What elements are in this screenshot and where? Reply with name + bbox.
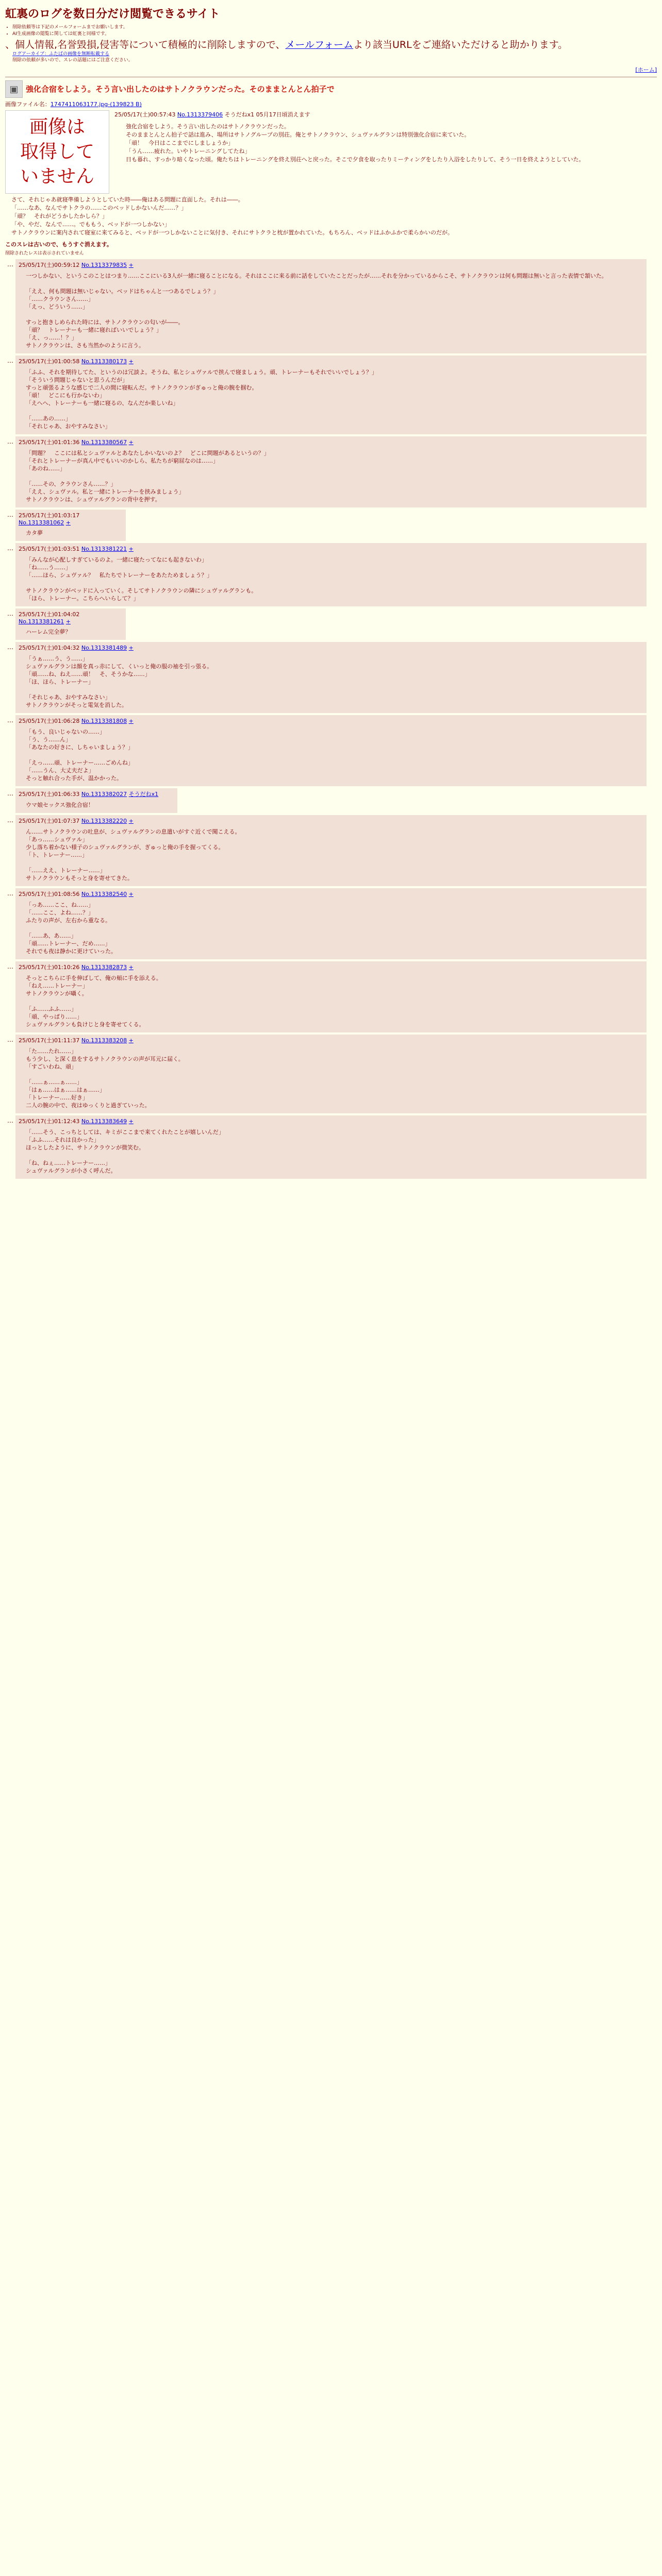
- reply-date: 25/05/17(土)01:00:58: [19, 358, 80, 365]
- reply-sodane-button[interactable]: +: [65, 618, 71, 625]
- reply-date: 25/05/17(土)01:07:37: [19, 818, 80, 824]
- header-note: • AI生成画像の閲覧に関しては虹裏と同様です。: [12, 31, 657, 38]
- reply-number-link[interactable]: No.1313381808: [81, 718, 127, 724]
- reply-number-link[interactable]: No.1313383649: [81, 1118, 127, 1125]
- small-note-archive: [12, 51, 657, 57]
- reply-meta: [19, 963, 642, 971]
- reply-indent-marker: …: [7, 1117, 13, 1124]
- image-file-link[interactable]: 1747411063177.jpg-(139823 B): [50, 101, 142, 108]
- op-line: さて、それじゃあ就寝準備しようとしていた時――俺はある問題に直面した。それは――。: [11, 196, 244, 203]
- reply-meta: [19, 511, 122, 526]
- reply-body: 「っあ……ここ、ね……」 「……ここ、よね……？」 ふたりの声が、左右から重なる。 「……あ、あ……」 「頑……トレーナー、だめ……」 それでも夜は静かに更けていった。: [26, 902, 117, 955]
- reply-date: 25/05/17(土)01:11:37: [19, 1037, 80, 1044]
- reply-body: ん……サトノクラウンの吐息が、シュヴァルグランの息遣いがすぐ近くで聞こえる。 「あっ……シュヴァル」 少し落ち着かない様子のシュヴァルグランが、ぎゅっと俺の手を握ってくる。 「ト、トレーナー……」 「……ええ、トレーナー……」 サトノクラウンもそっと身を寄せてきた。: [26, 828, 241, 882]
- reply-box: [15, 436, 647, 507]
- reply-indent-marker: …: [7, 610, 13, 617]
- reply-date: 25/05/17(土)01:06:33: [19, 791, 80, 798]
- reply-box: [15, 961, 647, 1032]
- reply-sodane-button[interactable]: +: [128, 262, 134, 268]
- reply-post: [5, 436, 657, 507]
- header-notes: [5, 24, 657, 38]
- reply-indent-marker: …: [7, 643, 13, 651]
- reply-date: 25/05/17(土)00:59:12: [19, 262, 80, 268]
- reply-sodane-button[interactable]: +: [128, 818, 134, 824]
- reply-date: 25/05/17(土)01:03:17: [19, 512, 80, 519]
- op-line: 「頑！ 今日はここまでにしましょうか」: [126, 140, 234, 146]
- reply-meta: [19, 438, 642, 446]
- op-line: そのままとんとん拍子で話は進み、場所はサトノグループの別荘。俺とサトノクラウン、シュヴァルグランは特別強化合宿に来ていた。: [126, 131, 470, 138]
- reply-post: [5, 642, 657, 713]
- op-del-info: そうだねx1 05月17日頃消えます: [224, 111, 310, 118]
- reply-body: ハーレム完全夢？: [26, 629, 71, 635]
- op-line: 強化合宿をしよう。そう言い出したのはサトノクラウンだった。: [126, 123, 290, 130]
- op-body-continued: [11, 196, 657, 237]
- reply-box: [15, 642, 647, 713]
- image-info: [5, 100, 657, 108]
- reply-body: 「うぁ……う、う……」 シュヴァルグランは顔を真っ赤にして、くいっと俺の服の袖を引っ張る。 「頑……ね、ねえ……頑！ そ、そうかな……」 「ほ、ほら、トレーナー」 「それじゃあ、おやすみなさい」 サトノクラウンがそっと電気を消した。: [26, 655, 213, 708]
- op-line: サトノクラウンに案内されて寝室に来てみると、ベッドが一つしかないことに気付き、それにサトクラと枕が置かれていた。もちろん、ベッドはふかふかで柔らかいのだが。: [11, 229, 454, 236]
- thread-header: [5, 80, 657, 98]
- reply-body: カタ夢: [26, 530, 43, 536]
- reply-number-link[interactable]: No.1313382027: [81, 791, 127, 798]
- reply-post: [5, 608, 657, 640]
- reply-sodane-button[interactable]: +: [128, 1037, 134, 1044]
- reply-meta: [19, 1117, 642, 1125]
- reply-sodane-button[interactable]: +: [128, 645, 134, 651]
- reply-body: ウマ娘セックス強化合宿！: [26, 802, 94, 808]
- reply-number-link[interactable]: No.1313382540: [81, 891, 127, 897]
- reply-meta: [19, 261, 642, 269]
- op-line: 「……なあ、なんでサトクラの……このベッドしかないんだ……？」: [11, 205, 187, 211]
- small-note: 削除の依頼が多いので、スレの話題にはご注意ください。: [12, 58, 133, 63]
- thread-title: 強化合宿をしよう。そう言い出したのはサトノクラウンだった。そのままとんとん拍子で: [26, 84, 335, 94]
- thread-icon: ▣: [5, 80, 23, 98]
- reply-post: [5, 355, 657, 434]
- reply-meta: [19, 817, 642, 825]
- reply-indent-marker: …: [7, 545, 13, 552]
- reply-number-link[interactable]: No.1313380567: [81, 439, 127, 446]
- reply-box: [15, 608, 126, 640]
- reply-date: 25/05/17(土)01:04:02: [19, 611, 80, 618]
- reply-indent-marker: …: [7, 1036, 13, 1043]
- reply-indent-marker: …: [7, 963, 13, 970]
- reply-number-link[interactable]: No.1313380173: [81, 358, 127, 365]
- reply-post: [5, 888, 657, 959]
- reply-box: [15, 1035, 647, 1113]
- reply-sodane-button[interactable]: +: [128, 439, 134, 446]
- reply-post: [5, 815, 657, 886]
- reply-box: [15, 715, 647, 786]
- reply-date: 25/05/17(土)01:04:32: [19, 645, 80, 651]
- reply-sodane-button[interactable]: +: [128, 964, 134, 971]
- reply-body: 「た……たれ……」 もう少し、と深く息をするサトノクラウンの声が耳元に届く。 「すごいわね、頑」 「……ぁ……ぁ……」 「はぁ……はぁ……はぁ……」 「トレーナー……好き」 二人の腕の中で、夜はゆっくりと過ぎていった。: [26, 1048, 184, 1109]
- op-line: 「うん……疲れた。いやトレーニングしてたね」: [126, 148, 251, 155]
- op-line: 「や、やだ、なんで……。でももう、ベッドが一つしかない」: [11, 221, 170, 228]
- reply-post: [5, 543, 657, 606]
- reply-body: 「みんなが心配しすぎているのよ。一緒に寝たってなにも起きないわ」 「ね……う……」 「……ほら、シュヴァル？ 私たちでトレーナーをあたためましょう？」 サトノクラウンがベッドに入っていく。そしてサトノクラウンの隣にシュヴァルグランも。 「ほら、トレーナー。こちらへいらして？」: [26, 556, 257, 602]
- reply-body: 「ふふ、それを期待してた、というのは冗談よ。そうね、私とシュヴァルで挟んで寝ましょう。頑、トレーナーもそれでいいでしょう？」 「そういう問題じゃないと思うんだが」 すっと頑張るような感じで二人の間に寝転んだ。サトノクラウンがぎゅっと俺の腕を掴む。 「頑！ どこにも行かないわ」 「えへへ、トレーナーも一緒に寝るの、なんだか楽しいね」 「……あの……」 「それじゃあ、おやすみなさい」: [26, 369, 377, 430]
- reply-indent-marker: …: [7, 717, 13, 724]
- reply-number-link[interactable]: No.1313379835: [81, 262, 127, 268]
- header-note: • 削除依頼等は下記のメールフォームまでお願いします。: [12, 24, 657, 31]
- reply-sodane-button[interactable]: +: [65, 519, 71, 526]
- reply-body: 「……そう、こっちとしては、キミがここまで来てくれたことが嬉しいんだ」 「ふふ……それは良かった」 ほっとしたように、サトノクラウンが微笑む。 「ね、ねぇ……トレーナー……」 シュヴァルグランが小さく呼んだ。: [26, 1129, 224, 1174]
- reply-box: [15, 1115, 647, 1179]
- reply-box: [15, 355, 647, 434]
- op-line: 「頑？ それがどうかしたかしら？」: [11, 213, 108, 219]
- site-title: 虹裏のログを数日分だけ閲覧できるサイト: [5, 8, 220, 21]
- reply-box: [15, 788, 177, 813]
- reply-indent-marker: …: [7, 890, 13, 897]
- reply-date: 25/05/17(土)01:10:26: [19, 964, 80, 971]
- small-notes: [12, 51, 657, 63]
- notice-suffix: より該当URLをご連絡いただけると助かります。: [353, 39, 568, 50]
- reply-indent-marker: …: [7, 438, 13, 445]
- image-info-label: 画像ファイル名：: [5, 101, 51, 108]
- reply-sodane-button[interactable]: +: [128, 891, 134, 897]
- reply-number-link[interactable]: No.1313382220: [81, 818, 127, 824]
- reply-meta: [19, 545, 642, 553]
- op-post-number[interactable]: No.1313379406: [177, 111, 223, 118]
- op-body: [126, 123, 584, 164]
- reply-box: [15, 888, 647, 959]
- notice-prefix: 、個人情報,名誉毀損,侵害等について積極的に削除しますので、: [5, 39, 286, 50]
- home-link[interactable]: [ホーム]: [635, 66, 657, 73]
- reply-date: 25/05/17(土)01:06:28: [19, 718, 80, 724]
- reply-number-link[interactable]: No.1313383208: [81, 1037, 127, 1044]
- reply-post: [5, 715, 657, 786]
- reply-box: [15, 259, 647, 353]
- reply-body: 「もう、良いじゃないの……」 「う、う……ん」 「あなたの好きに、しちゃいましょう？」 「えっ……頑、トレーナー……ごめんね」 「……うん、大丈夫だよ」 そっと触れ合った手が、温かかった。: [26, 728, 134, 782]
- reply-post: [5, 961, 657, 1032]
- expiry-notice: このスレは古いので、もうすぐ消えます。: [5, 241, 112, 248]
- archive-link[interactable]: ログアーカイブ：ふたばの画像を無断転載する: [12, 52, 110, 57]
- page: [0, 0, 662, 1184]
- reply-meta: [19, 610, 122, 625]
- reply-number-link[interactable]: No.1313382873: [81, 964, 127, 971]
- reply-list: [5, 259, 657, 1179]
- reply-number-link[interactable]: No.1313381221: [81, 546, 127, 552]
- reply-sodane-button[interactable]: +: [128, 358, 134, 365]
- reply-meta: [19, 717, 642, 725]
- reply-date: 25/05/17(土)01:08:56: [19, 891, 80, 897]
- reply-body: 「問題？ ここには私とシュヴァルとあなたしかいないのよ？ どこに問題があるというの？」 「それとトレーナーが真ん中でもいいのかしら、私たちが窮屈なのは……」 「あのね……」 「……その、クラウンさん……？」 「ええ、シュヴァル。私と一緒にトレーナーを挟みましょう」 サトノクラウンは、シュヴァルグランの背中を押す。: [26, 450, 270, 503]
- deleted-notice: 削除されたレスは表示されていません: [5, 251, 84, 256]
- reply-number-link[interactable]: No.1313381261: [19, 618, 64, 625]
- reply-meta: [19, 790, 173, 798]
- reply-box: [15, 815, 647, 886]
- reply-post: [5, 788, 657, 813]
- reply-indent-marker: …: [7, 357, 13, 364]
- reply-box: [15, 510, 126, 541]
- reply-body: 一つしかない、というこのことはつまり……ここにいる3人が一緒に寝ることになる。それはここに来る前に話をしていたことだったが……それを分かっているからこそ、サトノクラウンは何も問題は無いと言った表情で頷いた。 「ええ、何も問題は無いじゃない。ベッドはちゃんと一つあるでしょう？」 「……クラウンさん……」 「えっ、どういう……」 すっと抱きしめられた時には、サトノクラウンの匂いが――。 「頑？ トレーナーも一緒に寝ればいいでしょう？」 「え、っ……！？」 サトノクラウンは、さも当然かのように言う。: [26, 273, 607, 349]
- reply-date: 25/05/17(土)01:12:43: [19, 1118, 80, 1125]
- removal-notice: [5, 39, 657, 51]
- top-link-row: [5, 65, 657, 74]
- reply-number-link[interactable]: No.1313381489: [81, 645, 127, 651]
- op-post: [5, 110, 657, 194]
- reply-sodane-button[interactable]: +: [128, 546, 134, 552]
- no-image-text: いません: [20, 166, 94, 187]
- op-line: 日も暮れ、すっかり暗くなった頃。俺たちはトレーニングを終え別荘へと戻った。そこで夕食を取ったりミーティングをしたり入浴をしたりして、そう一日を終えようとしていた。: [126, 156, 585, 163]
- op-date: 25/05/17(土)00:57:43: [114, 111, 176, 118]
- reply-body: そっとこちらに手を伸ばして、俺の頬に手を添える。 「ねえ……トレーナー」 サトノクラウンが囁く。 「ふ……ふふ……」 「頑、やっぱり……」 シュヴァルグランも負けじと身を寄せてくる。: [26, 975, 162, 1028]
- reply-meta: [19, 357, 642, 365]
- reply-number-link[interactable]: No.1313381062: [19, 519, 64, 526]
- reply-date: 25/05/17(土)01:03:51: [19, 546, 80, 552]
- reply-sodane-button[interactable]: +: [128, 718, 134, 724]
- reply-meta: [19, 1036, 642, 1044]
- no-image-text: 画像は: [29, 116, 85, 138]
- reply-date: 25/05/17(土)01:01:36: [19, 439, 80, 446]
- reply-sodane-button[interactable]: そうだねx1: [128, 791, 159, 798]
- reply-sodane-button[interactable]: +: [128, 1118, 134, 1125]
- reply-indent-marker: …: [7, 511, 13, 518]
- op-meta: [114, 110, 584, 118]
- reply-meta: [19, 890, 642, 898]
- no-image-text: 取得して: [20, 141, 94, 162]
- reply-indent-marker: …: [7, 261, 13, 268]
- reply-post: [5, 259, 657, 353]
- reply-indent-marker: …: [7, 790, 13, 797]
- reply-post: [5, 510, 657, 541]
- reply-post: [5, 1115, 657, 1179]
- reply-post: [5, 1035, 657, 1113]
- reply-indent-marker: …: [7, 817, 13, 824]
- reply-box: [15, 543, 647, 606]
- no-image-placeholder[interactable]: [5, 110, 109, 194]
- reply-meta: [19, 643, 642, 652]
- mail-form-link[interactable]: メールフォーム: [285, 39, 353, 50]
